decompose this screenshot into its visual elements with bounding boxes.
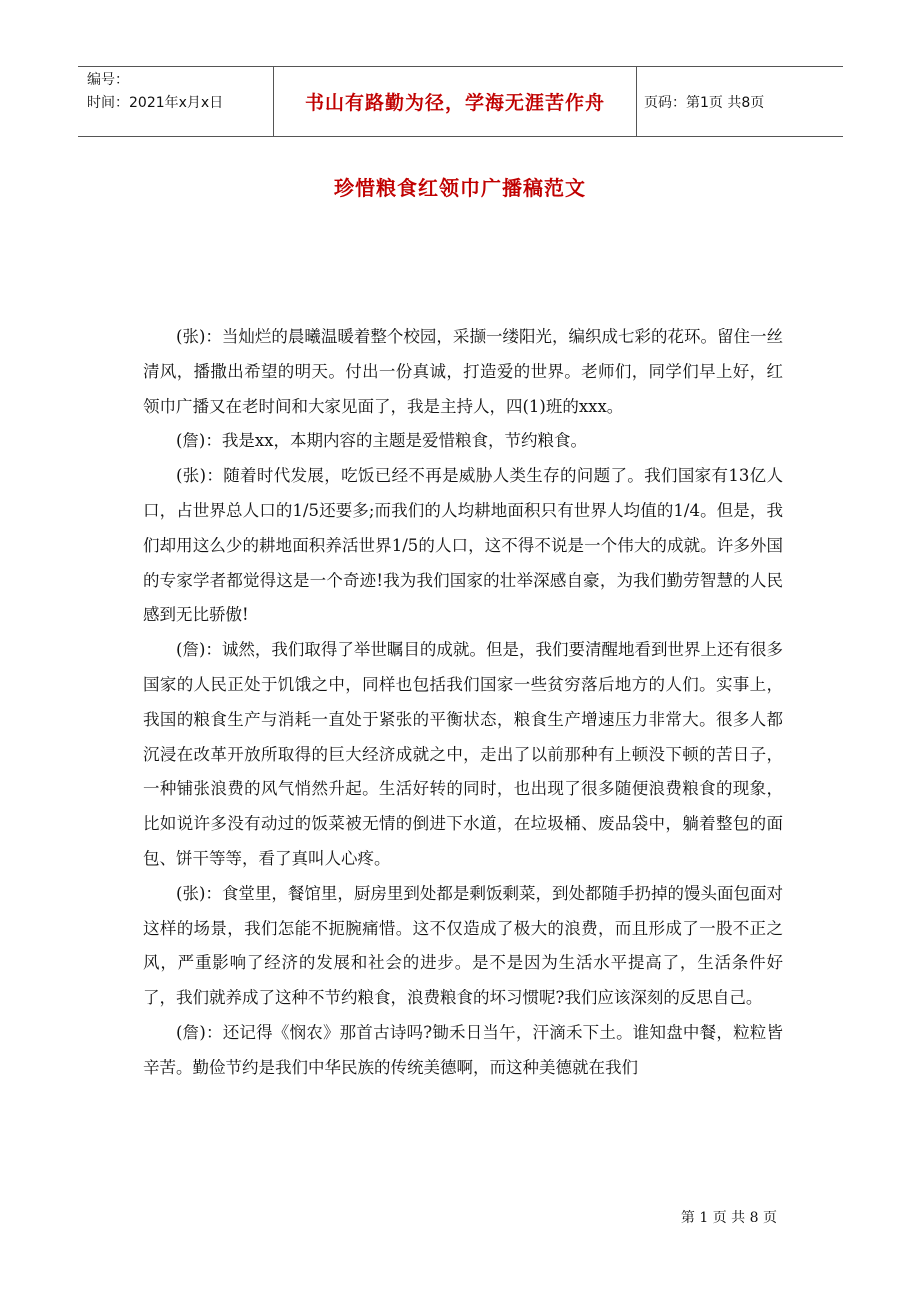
paragraph: (张)：当灿烂的晨曦温暖着整个校园，采撷一缕阳光，编织成七彩的花环。留住一丝清风，播撒出希望的明天。付出一份真诚，打造爱的世界。老师们，同学们早上好，红领巾广播又在老时间和大家见面了，我是主持人，四(1)班的xxx。 xyxy=(143,327,783,416)
document-title: 珍惜粮食红领巾广播稿范文 xyxy=(334,176,586,200)
header-motto-cell xyxy=(273,67,637,136)
document-body xyxy=(143,320,783,1086)
header-page-cell xyxy=(636,67,843,136)
paragraph: (詹)：诚然，我们取得了举世瞩目的成就。但是，我们要清醒地看到世界上还有很多国家的人民正处于饥饿之中，同样也包括我们国家一些贫穷落后地方的人们。实事上，我国的粮食生产与消耗一直处于紧张的平衡状态，粮食生产增速压力非常大。很多人都沉浸在改革开放所取得的巨大经济成就之中，走出了以前那种有上顿没下顿的苦日子，一种铺张浪费的风气悄然升起。生活好转的同时，也出现了很多随便浪费粮食的现象，比如说许多没有动过的饭菜被无情的倒进下水道，在垃圾桶、废品袋中，躺着整包的面包、饼干等等，看了真叫人心疼。 xyxy=(143,640,783,868)
header-meta xyxy=(78,67,273,136)
page-footer: 第 1 页 共 8 页 xyxy=(680,1210,777,1226)
header-page-info: 页码：第1页 共8页 xyxy=(644,94,765,111)
paragraph: (张)：随着时代发展，吃饭已经不再是威胁人类生存的问题了。我们国家有13亿人口，占世界总人口的1/5还要多;而我们的人均耕地面积只有世界人均值的1/4。但是，我们却用这么少的耕地面积养活世界1/5的人口，这不得不说是一个伟大的成就。许多外国的专家学者都觉得这是一个奇迹!我为我们国家的壮举深感自豪，为我们勤劳智慧的人民感到无比骄傲! xyxy=(143,466,783,625)
paragraph: (詹)：我是xx，本期内容的主题是爱惜粮食，节约粮食。 xyxy=(176,431,587,451)
code-label: 编号： xyxy=(87,72,129,88)
document-header xyxy=(78,66,843,137)
time-label: 时间：2021年x月x日 xyxy=(87,95,224,111)
paragraph: (詹)：还记得《悯农》那首古诗吗?锄禾日当午，汗滴禾下土。谁知盘中餐，粒粒皆辛苦。勤俭节约是我们中华民族的传统美德啊，而这种美德就在我们 xyxy=(143,1022,783,1077)
paragraph: (张)：食堂里，餐馆里，厨房里到处都是剩饭剩菜，到处都随手扔掉的馒头面包面对这样的场景，我们怎能不扼腕痛惜。这不仅造成了极大的浪费，而且形成了一股不正之风，严重影响了经济的发展和社会的进步。是不是因为生活水平提高了，生活条件好了，我们就养成了这种不节约粮食，浪费粮食的坏习惯呢?我们应该深刻的反思自己。 xyxy=(143,883,783,1008)
header-motto: 书山有路勤为径，学海无涯苦作舟 xyxy=(304,92,605,114)
